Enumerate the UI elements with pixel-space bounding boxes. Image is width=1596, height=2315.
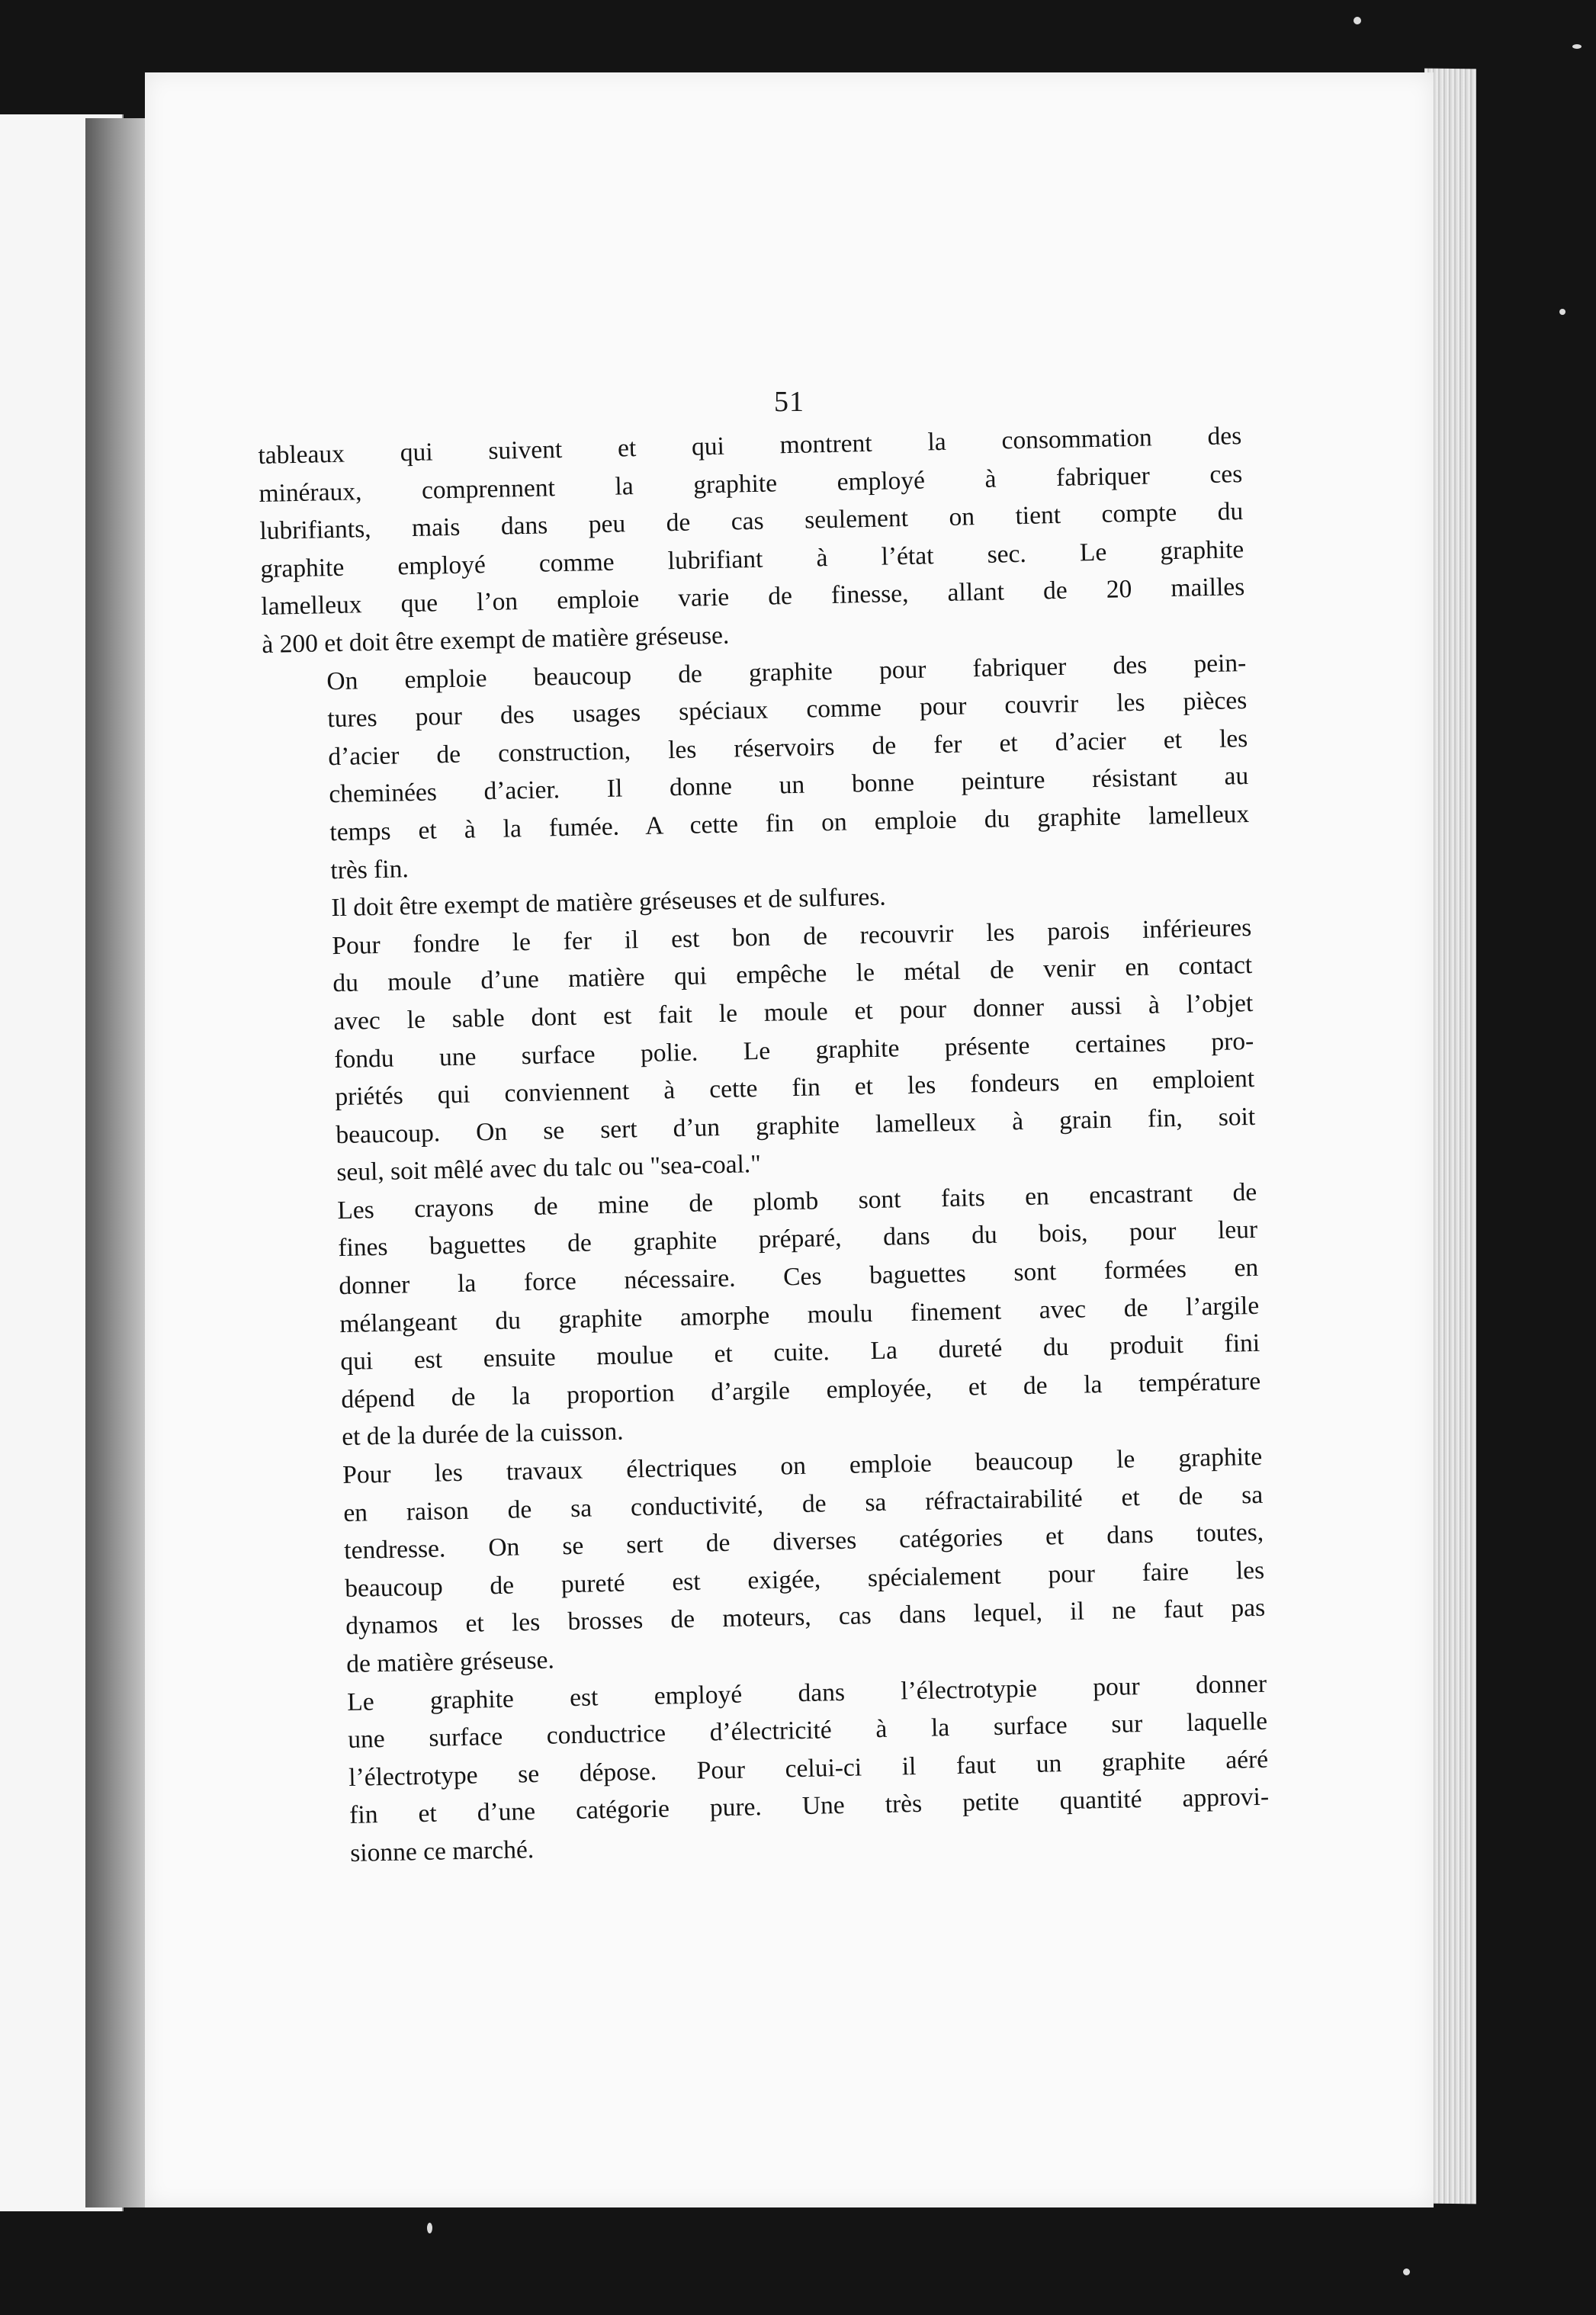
text-line: du moule d’une matière qui empêche le métal de venir en contact <box>332 951 1253 998</box>
text-line: dépend de la proportion d’argile employée, et de la température <box>340 1366 1261 1414</box>
text-line: Il doit être exempt de matière gréseuses et de sulfures. <box>331 882 887 923</box>
paragraph <box>258 417 1246 663</box>
text-line: graphite employé comme lubrifiant à l’état sec. Le graphite <box>260 535 1244 583</box>
text-line: donner la force nécessaire. Ces baguettes sont formées en <box>339 1253 1259 1301</box>
text-line: tures pour des usages spéciaux comme pour couvrir les pièces <box>327 686 1248 734</box>
text-line: en raison de sa conductivité, de sa réfractairabilité et de sa <box>342 1480 1264 1527</box>
text-line: à 200 et doit être exempt de matière gréseuse. <box>262 621 730 659</box>
scan-speck <box>427 2223 432 2233</box>
paragraph <box>262 644 1251 891</box>
scan-speck <box>1572 44 1582 49</box>
scan-speck <box>1403 2268 1410 2275</box>
body-text <box>258 417 1270 1874</box>
text-line: de matière gréseuse. <box>345 1646 555 1678</box>
text-line: seul, soit mêlé avec du talc ou "sea-coal." <box>336 1150 762 1187</box>
page-number: 51 <box>774 386 804 418</box>
text-line: et de la durée de la cuisson. <box>341 1418 624 1452</box>
paragraph <box>278 1438 1267 1684</box>
text-line: avec le sable dont est fait le moule et pour donner aussi à l’objet <box>333 988 1254 1036</box>
text-line: fondu une surface polie. Le graphite présente certaines pro- <box>334 1026 1254 1074</box>
text-line: tableaux qui suivent et qui montrent la consommation des <box>258 422 1242 470</box>
text-line: fines baguettes de graphite préparé, dans du bois, pour leur <box>338 1215 1258 1263</box>
text-line: sionne ce marché. <box>349 1835 535 1867</box>
text-line: très fin. <box>330 854 409 885</box>
text-line: minéraux, comprennent la graphite employé à fabriquer ces <box>259 459 1243 508</box>
text-line: beaucoup. On se sert d’un graphite lamelleux à grain fin, soit <box>336 1102 1256 1149</box>
scan-speck <box>1354 17 1361 24</box>
text-line: lamelleux que l’on emploie varie de finesse, allant de 20 mailles <box>261 573 1245 621</box>
book-page <box>145 72 1434 2207</box>
text-line: dynamos et les brosses de moteurs, cas dans lequel, il ne faut pas <box>345 1594 1266 1641</box>
text-line: temps et à la fumée. A cette fin on emploie du graphite lamelleux <box>329 799 1250 847</box>
text-line: lubrifiants, mais dans peu de cas seulement on tient compte du <box>259 497 1244 546</box>
book-gutter <box>85 118 146 2207</box>
paragraph <box>268 909 1257 1193</box>
text-line: Pour les travaux électriques on emploie beaucoup le graphite <box>342 1442 1263 1490</box>
text-line: On emploie beaucoup de graphite pour fabriquer des pein- <box>326 648 1247 695</box>
text-line: l’électrotype se dépose. Pour celui-ci il faut un graphite aéré <box>348 1745 1269 1792</box>
text-line: Les crayons de mine de plomb sont faits en encastrant de <box>337 1177 1257 1225</box>
scan-speck <box>1559 309 1565 315</box>
text-line: beaucoup de pureté est exigée, spécialement pour faire les <box>344 1556 1265 1603</box>
paragraph <box>273 1174 1262 1458</box>
paragraph <box>283 1665 1270 1874</box>
text-line: tendresse. On se sert de diverses catégories et dans toutes, <box>343 1518 1264 1565</box>
text-line: qui est ensuite moulue et cuite. La dureté du produit fini <box>339 1329 1260 1376</box>
text-line: d’acier de construction, les réservoirs de fer et d’acier et les <box>328 724 1248 771</box>
text-line: fin et d’une catégorie pure. Une très petite quantité approvi- <box>348 1783 1270 1830</box>
text-line: cheminées d’acier. Il donne un bonne peinture résistant au <box>329 762 1249 809</box>
text-line: priétés qui conviennent à cette fin et les fondeurs en emploient <box>335 1064 1255 1112</box>
text-line: une surface conductrice d’électricité à la surface sur laquelle <box>347 1707 1268 1755</box>
text-line: Pour fondre le fer il est bon de recouvrir les parois inférieures <box>332 913 1252 960</box>
text-line: mélangeant du graphite amorphe moulu finement avec de l’argile <box>339 1291 1260 1338</box>
text-line: Le graphite est employé dans l’électrotypie pour donner <box>346 1669 1267 1716</box>
